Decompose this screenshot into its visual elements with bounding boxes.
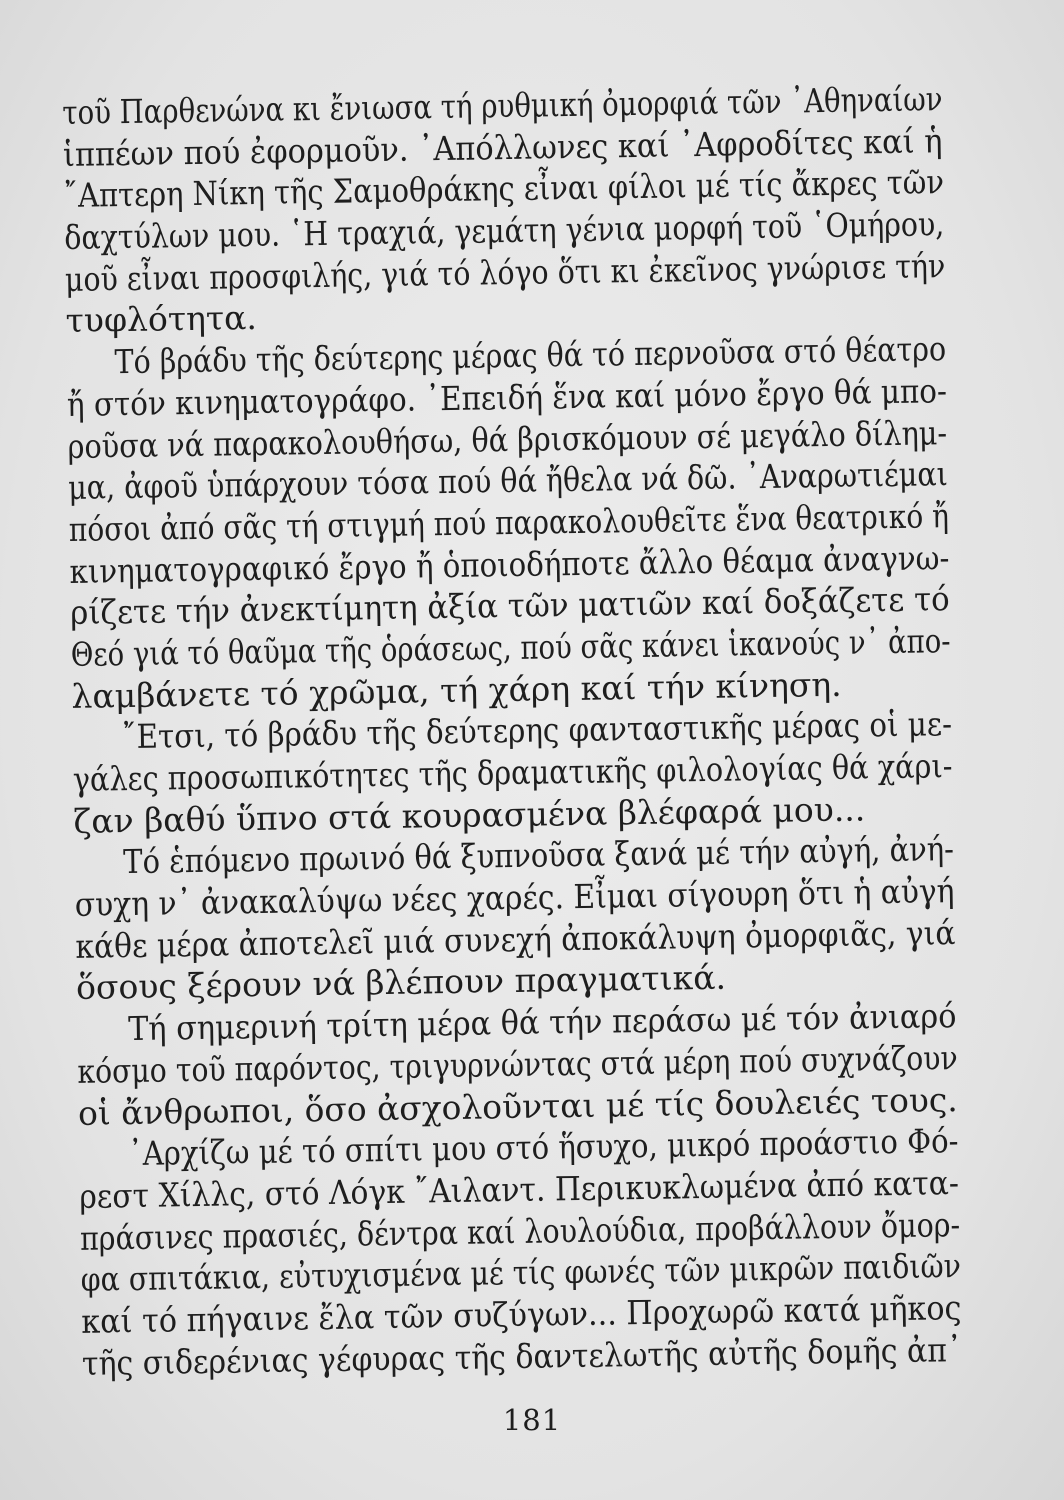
text-line: ᾽Αρχίζω μέ τό σπίτι μου στό ἥσυχο, μικρό προάστιο Φό- xyxy=(127,1121,959,1174)
text-line: κάθε μέρα ἀποτελεῖ μιά συνεχή ἀποκάλυψη ὀμορφιᾶς, γιά xyxy=(75,912,956,966)
text-line: Τό ἑπόμενο πρωινό θά ξυπνοῦσα ξανά μέ τήν αὐγή, ἀνή- xyxy=(122,829,955,882)
text-line: ρεστ Χίλλς, στό Λόγκ ῎Αιλαντ. Περικυκλωμένα ἀπό κατα- xyxy=(79,1162,960,1216)
text-line: τοῦ Παρθενώνα κι ἔνιωσα τή ρυθμική ὀμορφιά τῶν ᾽Αθηναίων xyxy=(62,79,943,132)
text-line: ῎Απτερη Νίκη τῆς Σαμοθράκης εἶναι φίλοι μέ τίς ἄκρες τῶν xyxy=(63,162,945,216)
text-line: μοῦ εἶναι προσφιλής, γιά τό λόγο ὅτι κι ἐκεῖνος γνώρισε τήν xyxy=(64,245,946,299)
body-text xyxy=(62,78,962,1384)
text-line: ῎Ετσι, τό βράδυ τῆς δεύτερης φανταστικῆς μέρας οἱ με- xyxy=(121,704,953,757)
text-line: τυφλότητα. xyxy=(65,298,258,341)
text-line: κινηματογραφικό ἔργο ἤ ὁποιοδήποτε ἄλλο θέαμα ἀναγνω- xyxy=(69,537,950,591)
text-line: ὅσους ξέρουν νά βλέπουν πραγματικά. xyxy=(75,958,727,1008)
text-line: Τό βράδυ τῆς δεύτερης μέρας θά τό περνοῦσα στό θέατρο xyxy=(114,329,947,382)
text-line: μα, ἀφοῦ ὑπάρχουν τόσα πού θά ἤθελα νά δῶ. ᾽Αναρωτιέμαι xyxy=(67,454,949,508)
text-line: καί τό πήγαινε ἔλα τῶν συζύγων... Προχωρῶ κατά μῆκος xyxy=(81,1287,962,1341)
text-line: ἱππέων πού ἐφορμοῦν. ᾽Απόλλωνες καί ᾽Αφροδίτες καί ἡ xyxy=(62,120,943,174)
text-line: τῆς σιδερένιας γέφυρας τῆς δαντελωτῆς αὐτῆς δομῆς ἀπ᾽ xyxy=(81,1329,963,1383)
text-line: Θεό γιά τό θαῦμα τῆς ὁράσεως, πού σᾶς κάνει ἱκανούς ν᾽ ἀπο- xyxy=(70,621,951,674)
text-line: λαμβάνετε τό χρῶμα, τή χάρη καί τήν κίνηση. xyxy=(71,664,842,716)
text-line: πράσινες πρασιές, δέντρα καί λουλούδια, προβάλλουν ὄμορ- xyxy=(79,1204,961,1258)
text-line: ρίζετε τήν ἀνεκτίμητη ἀξία τῶν ματιῶν καί δοξάζετε τό xyxy=(69,579,950,633)
text-line: ροῦσα νά παρακολουθήσω, θά βρισκόμουν σέ μεγάλο δίλημ- xyxy=(67,412,948,466)
text-line: κόσμο τοῦ παρόντος, τριγυρνώντας στά μέρη πού συχνάζουν xyxy=(77,1037,958,1091)
text-line: ζαν βαθύ ὕπνο στά κουρασμένα βλέφαρά μου... xyxy=(73,789,866,841)
text-line: οἱ ἄνθρωποι, ὅσο ἀσχολοῦνται μέ τίς δουλειές τους. xyxy=(77,1079,959,1133)
text-line: δαχτύλων μου. ῾Η τραχιά, γεμάτη γένια μορφή τοῦ ῾Ομήρου, xyxy=(63,204,945,258)
text-line: γάλες προσωπικότητες τῆς δραματικῆς φιλολογίας θά χάρι- xyxy=(72,746,953,799)
page-number: 181 xyxy=(502,1403,562,1437)
text-line: ἤ στόν κινηματογράφο. ᾽Επειδή ἕνα καί μόνο ἔργο θά μπο- xyxy=(66,370,948,424)
text-line: φα σπιτάκια, εὐτυχισμένα μέ τίς φωνές τῶν μικρῶν παιδιῶν xyxy=(80,1246,962,1300)
text-line: πόσοι ἀπό σᾶς τή στιγμή πού παρακολουθεῖτε ἕνα θεατρικό ἤ xyxy=(68,495,950,549)
text-line: Τή σημερινή τρίτη μέρα θά τήν περάσω μέ τόν ἀνιαρό xyxy=(127,996,957,1049)
text-line: συχη ν᾽ ἀνακαλύψω νέες χαρές. Εἶμαι σίγουρη ὅτι ἡ αὐγή xyxy=(74,871,955,924)
